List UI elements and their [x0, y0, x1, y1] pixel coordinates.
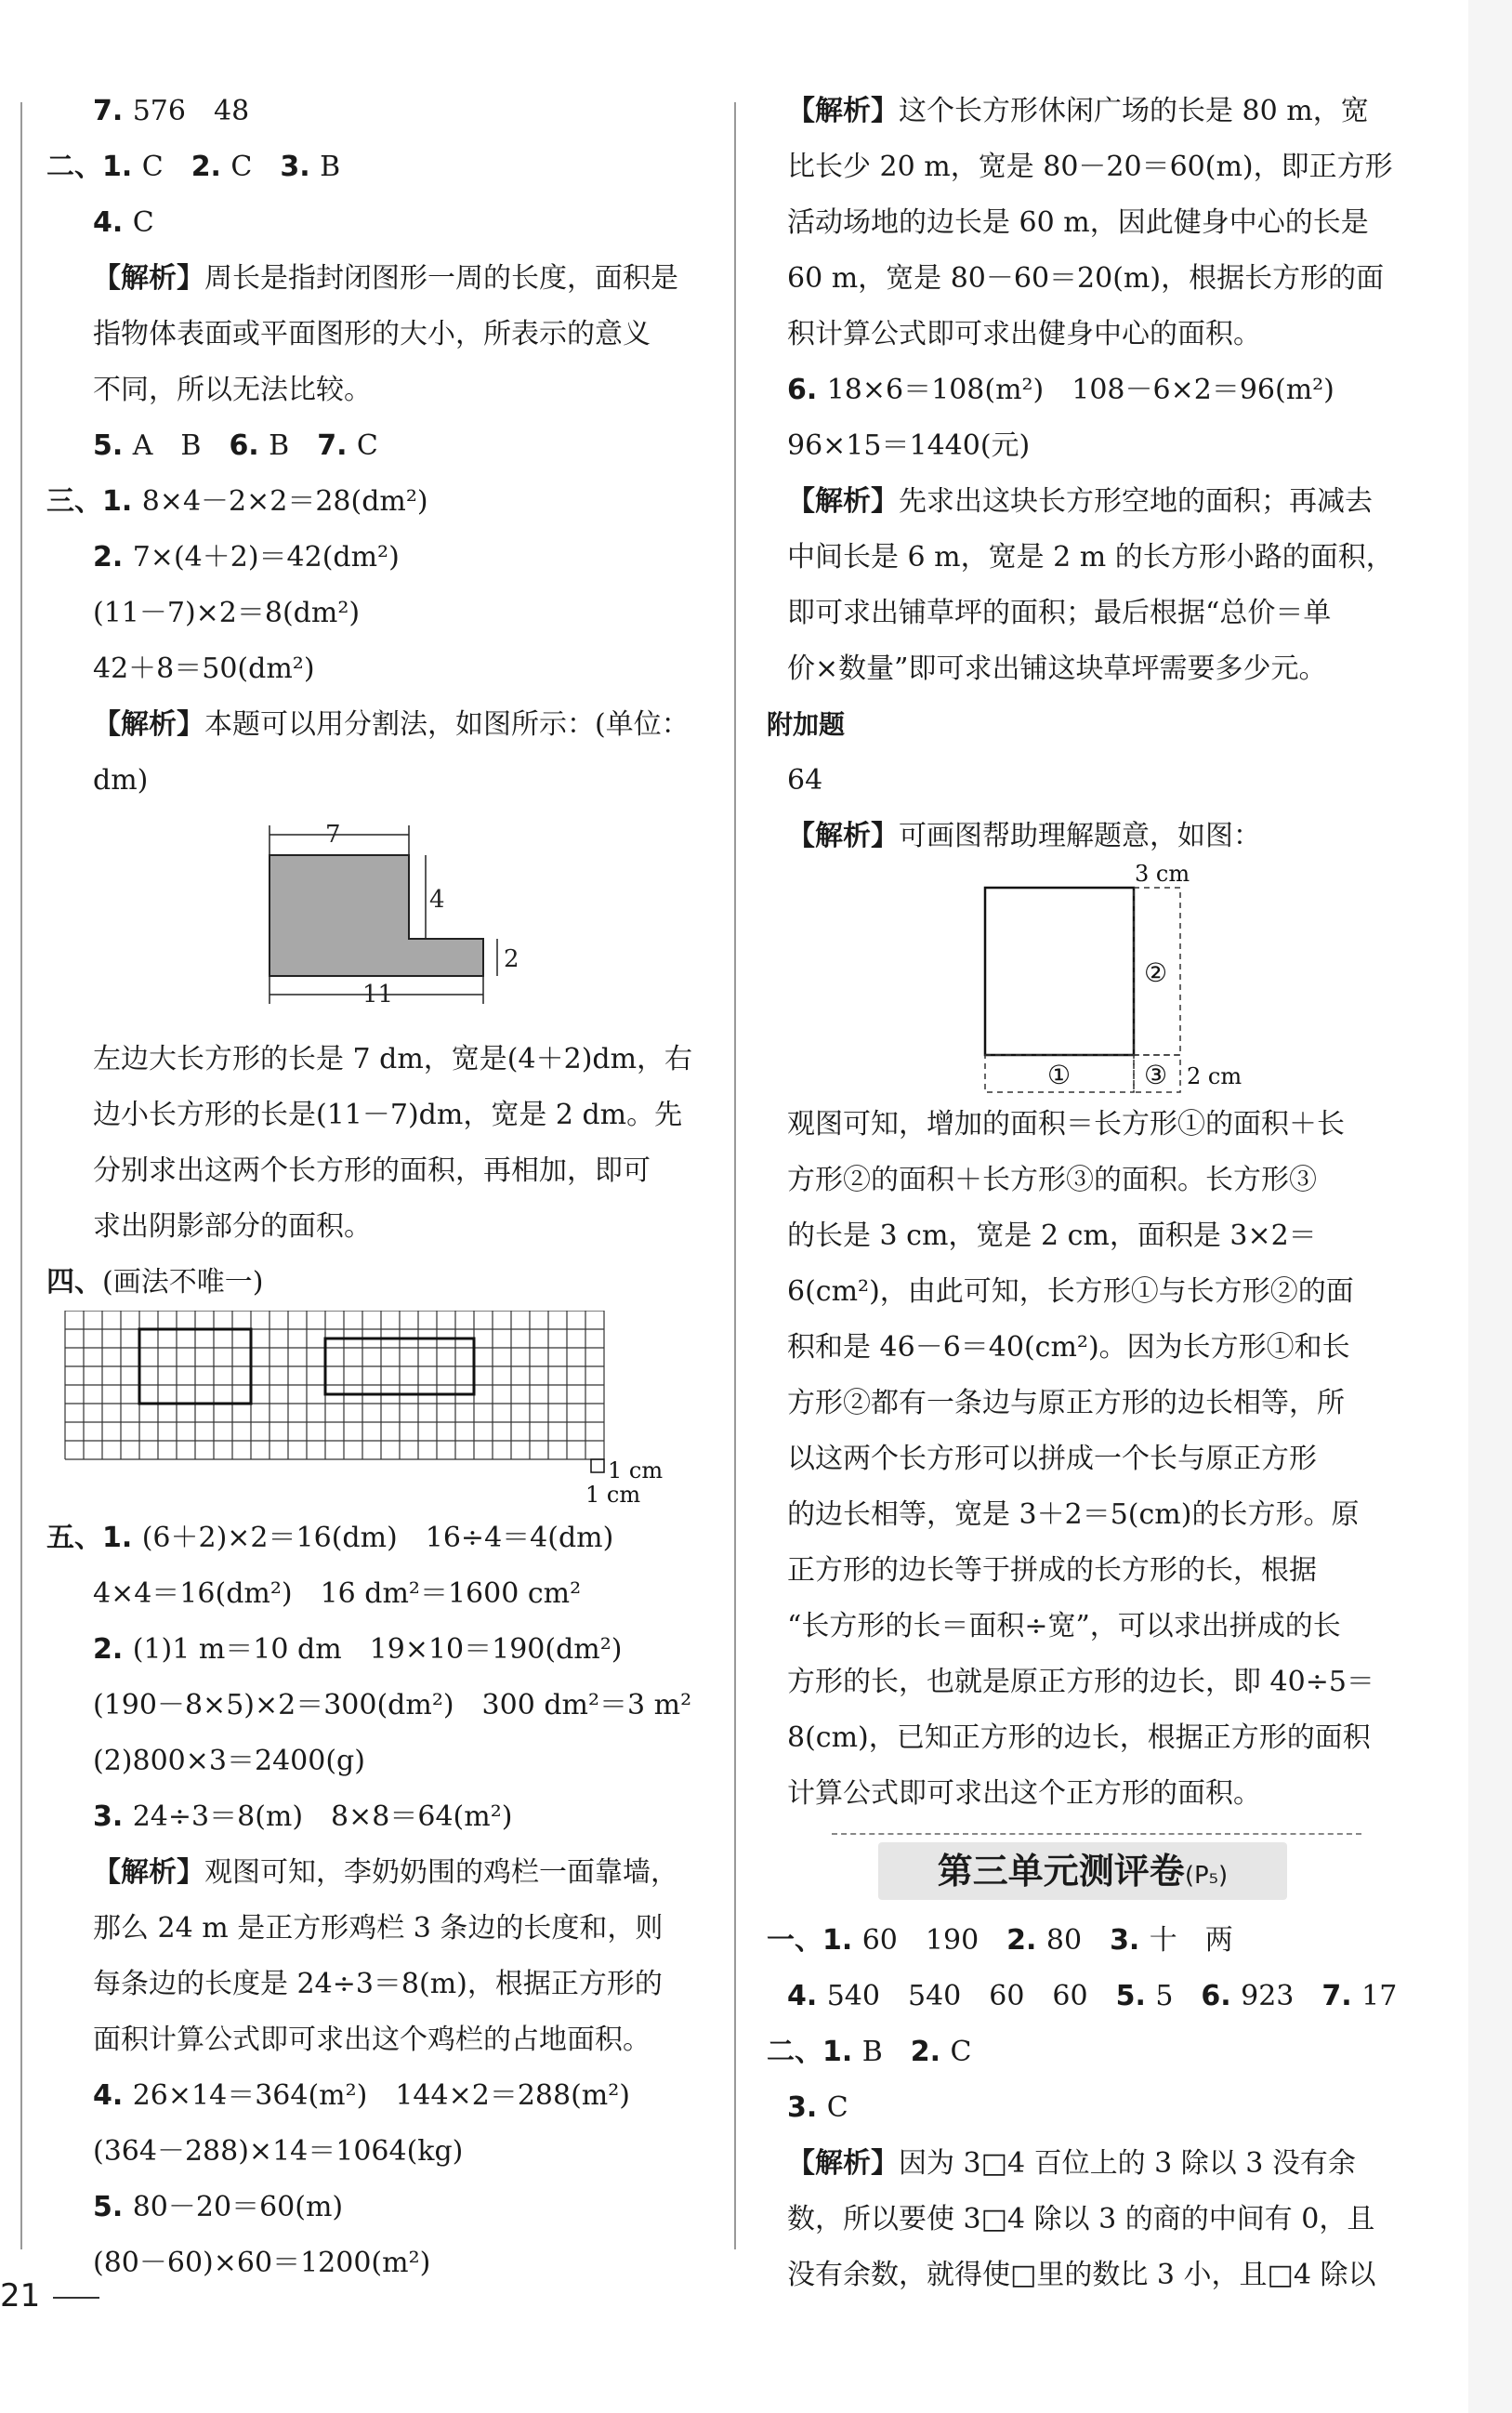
- text-line: [767, 1766, 1436, 1822]
- text-line: [46, 641, 716, 697]
- answer-text: (1)1 m＝10 dm 19×10＝190(dm²): [132, 1633, 623, 1666]
- text-line: [46, 2124, 716, 2180]
- answer-text: 活动场地的边长是 60 m，因此健身中心的长是: [787, 206, 1369, 239]
- text-line: [767, 1320, 1436, 1376]
- answer-text: (6＋2)×2＝16(dm) 16÷4＝4(dm): [141, 1522, 614, 1554]
- answer-text: (2)800×3＝2400(g): [93, 1745, 365, 1777]
- answer-text: 价×数量”即可求出铺这块草坪需要多少元。: [787, 653, 1327, 685]
- text-line: [767, 1655, 1436, 1710]
- text-line: [46, 2068, 716, 2124]
- answer-text: 这个长方形休闲广场的长是 80 m，宽: [899, 95, 1369, 127]
- answer-text: 576 48: [132, 95, 250, 127]
- item-number: 3.: [1110, 1924, 1150, 1957]
- text-line: [46, 84, 716, 139]
- text-line: [767, 1431, 1436, 1487]
- text-line: [46, 139, 716, 195]
- answer-text: 540 540 60 60: [826, 1980, 1116, 2012]
- text-line: [767, 1710, 1436, 1766]
- item-number: 3.: [93, 1800, 133, 1833]
- text-line: [46, 530, 716, 586]
- item-number: 6.: [229, 429, 270, 462]
- answer-text: 积计算公式即可求出健身中心的面积。: [787, 318, 1261, 350]
- text-line: [46, 474, 716, 530]
- answer-text: A B: [132, 429, 230, 462]
- answer-text: 的边长相等，宽是 3＋2＝5(cm)的长方形。原: [787, 1498, 1360, 1531]
- answer-text: 每条边的长度是 24÷3＝8(m)，根据正方形的: [93, 1968, 663, 2000]
- page-number: 21: [0, 2277, 99, 2314]
- text-line: [767, 2024, 1436, 2080]
- answer-text: 左边大长方形的长是 7 dm，宽是(4＋2)dm，右: [93, 1043, 693, 1075]
- banner-dashed-line: [832, 1833, 1361, 1835]
- dim-top: 7: [325, 821, 341, 849]
- text-line: [767, 586, 1436, 641]
- answer-text: C: [356, 429, 378, 462]
- text-line: [46, 1255, 716, 1311]
- answer-text: 方形的长，也就是原正方形的边长，即 40÷5＝: [787, 1666, 1374, 1698]
- left-margin-rule: [20, 102, 22, 2249]
- answer-text: C: [826, 2091, 848, 2124]
- left-column: [46, 84, 716, 2291]
- dim-right: 4: [429, 886, 445, 914]
- figure-grid: [46, 1311, 716, 1510]
- text-line: [767, 139, 1436, 195]
- answer-text: 指物体表面或平面图形的大小，所表示的意义: [93, 318, 651, 350]
- answer-text: 60 190: [861, 1924, 1007, 1957]
- answer-text: 26×14＝364(m²) 144×2＝288(m²): [132, 2079, 630, 2112]
- answer-text: 即可求出铺草坪的面积；最后根据“总价＝单: [787, 597, 1332, 629]
- answer-text: 17: [1361, 1980, 1398, 2012]
- text-line: [767, 1543, 1436, 1599]
- text-line: [767, 1153, 1436, 1208]
- column-divider: [734, 102, 736, 2249]
- text-line: [46, 1088, 716, 1143]
- item-number: 二、1.: [767, 2036, 862, 2068]
- item-number: 6.: [1201, 1980, 1242, 2012]
- text-line: [46, 697, 716, 753]
- answer-text: 以这两个长方形可以拼成一个长与原正方形: [787, 1443, 1317, 1475]
- answer-text: 64: [787, 764, 823, 797]
- left-block-3: [46, 1510, 716, 2291]
- grid-diagram: [46, 1311, 716, 1510]
- text-line: [46, 1678, 716, 1734]
- analysis-tag: 【解析】: [93, 1856, 204, 1889]
- item-number: 7.: [317, 429, 357, 462]
- text-line: [767, 2248, 1436, 2303]
- text-line: [767, 2080, 1436, 2136]
- item-number: 4.: [93, 206, 133, 239]
- answer-text: B: [861, 2036, 911, 2068]
- analysis-tag: 【解析】: [787, 485, 899, 518]
- answer-text: 7×(4＋2)＝42(dm²): [132, 541, 400, 574]
- item-number: 3.: [787, 2091, 827, 2124]
- item-number: 4.: [787, 1980, 827, 2012]
- dim-step: 2: [504, 945, 519, 973]
- text-line: [767, 1097, 1436, 1153]
- text-line: [46, 1032, 716, 1088]
- text-line: [46, 1789, 716, 1845]
- item-number: 6.: [787, 374, 827, 406]
- text-line: [46, 2180, 716, 2235]
- answer-text: 96×15＝1440(元): [787, 429, 1031, 462]
- text-line: [46, 1143, 716, 1199]
- answer-text: 没有余数，就得使□里的数比 3 小，且□4 除以: [787, 2259, 1376, 2291]
- item-number: 二、1.: [46, 151, 142, 183]
- item-number: 5.: [1115, 1980, 1156, 2012]
- answer-text: 4×4＝16(dm²) 16 dm²＝1600 cm²: [93, 1577, 582, 1610]
- answer-text: 方形②的面积＋长方形③的面积。长方形③: [787, 1164, 1317, 1196]
- answer-text: 24÷3＝8(m) 8×8＝64(m²): [132, 1800, 513, 1833]
- unit-label-horizontal: 1 cm: [585, 1482, 641, 1508]
- answer-text: 因为 3□4 百位上的 3 除以 3 没有余: [899, 2147, 1356, 2180]
- answer-text: 观图可知，增加的面积＝长方形①的面积＋长: [787, 1108, 1345, 1141]
- item-number: 5.: [93, 429, 133, 462]
- text-line: [767, 1208, 1436, 1264]
- item-number: 三、1.: [46, 485, 142, 518]
- figure-l-shape: [46, 809, 716, 1032]
- text-line: [767, 641, 1436, 697]
- left-block-2: [46, 1032, 716, 1311]
- item-number: 五、1.: [46, 1522, 142, 1554]
- label-rect-1: ①: [1047, 1060, 1072, 1090]
- answer-text: 本题可以用分割法，如图所示：(单位：: [204, 708, 690, 741]
- label-rect-2: ②: [1144, 957, 1168, 988]
- answer-text: 正方形的边长等于拼成的长方形的长，根据: [787, 1554, 1317, 1587]
- analysis-tag: 【解析】: [93, 708, 204, 741]
- unit-label-vertical: 1 cm: [608, 1457, 664, 1483]
- text-line: [767, 809, 1436, 864]
- item-number: 3.: [280, 151, 321, 183]
- answer-text: (画法不唯一): [102, 1266, 264, 1299]
- answer-text: 方形②都有一条边与原正方形的边长相等，所: [787, 1387, 1345, 1419]
- answer-text: 6(cm²)，由此可知，长方形①与长方形②的面: [787, 1275, 1354, 1308]
- answer-text: B: [269, 429, 318, 462]
- answer-text: 80: [1045, 1924, 1111, 1957]
- answer-text: 面积计算公式即可求出这个鸡栏的占地面积。: [93, 2024, 651, 2056]
- text-line: [767, 195, 1436, 251]
- text-line: [767, 363, 1436, 418]
- item-number: 2.: [191, 151, 231, 183]
- answer-text: “长方形的长＝面积÷宽”，可以求出拼成的长: [787, 1610, 1341, 1642]
- dim-bottom: 11: [362, 981, 394, 1009]
- text-line: [767, 307, 1436, 363]
- answer-text: 数，所以要使 3□4 除以 3 的商的中间有 0，且: [787, 2203, 1375, 2235]
- answer-text: 42＋8＝50(dm²): [93, 653, 315, 685]
- text-line: [767, 84, 1436, 139]
- answer-text: 计算公式即可求出这个正方形的面积。: [787, 1777, 1261, 1810]
- answer-text: 观图可知，李奶奶围的鸡栏一面靠墙，: [204, 1856, 678, 1889]
- text-line: [46, 1734, 716, 1789]
- answer-text: 中间长是 6 m，宽是 2 m 的长方形小路的面积，: [787, 541, 1394, 574]
- answer-text: 先求出这块长方形空地的面积；再减去: [899, 485, 1373, 518]
- right-column: [767, 84, 1436, 2303]
- text-line: [46, 195, 716, 251]
- text-line: [767, 1599, 1436, 1655]
- section-title: 第三单元测评卷(P₅): [878, 1842, 1287, 1900]
- answer-text: (11－7)×2＝8(dm²): [93, 597, 361, 629]
- text-line: [46, 2235, 716, 2291]
- answer-text: dm): [93, 764, 149, 797]
- answer-text: 那么 24 m 是正方形鸡栏 3 条边的长度和，则: [93, 1912, 664, 1945]
- text-line: [767, 251, 1436, 307]
- answer-text: 周长是指封闭图形一周的长度，面积是: [204, 262, 678, 295]
- item-number: 四、: [46, 1266, 102, 1299]
- text-line: [767, 1913, 1436, 1969]
- item-number: 7.: [93, 95, 133, 127]
- right-block-3: [767, 1913, 1436, 2303]
- answer-text: 分别求出这两个长方形的面积，再相加，即可: [93, 1154, 651, 1187]
- text-line: [767, 1487, 1436, 1543]
- figure-square: [767, 864, 1436, 1097]
- item-number: 4.: [93, 2079, 133, 2112]
- item-number: 2.: [1006, 1924, 1046, 1957]
- item-number: 一、1.: [767, 1924, 862, 1957]
- text-line: [767, 474, 1436, 530]
- square-diagram: [767, 864, 1436, 1097]
- left-block-1: [46, 84, 716, 809]
- text-line: [767, 697, 1436, 753]
- answer-text: 的长是 3 cm，宽是 2 cm，面积是 3×2＝: [787, 1220, 1317, 1252]
- answer-text: (364－288)×14＝1064(kg): [93, 2135, 464, 2168]
- text-line: [767, 1969, 1436, 2024]
- right-block-1: [767, 84, 1436, 864]
- text-line: [46, 1510, 716, 1566]
- answer-text: 积和是 46－6＝40(cm²)。因为长方形①和长: [787, 1331, 1350, 1364]
- analysis-tag: 【解析】: [787, 820, 899, 852]
- text-line: [767, 418, 1436, 474]
- unit-square: [591, 1459, 604, 1472]
- right-block-2: [767, 1097, 1436, 1822]
- text-line: [46, 251, 716, 307]
- text-line: [46, 1957, 716, 2012]
- answer-text: 边小长方形的长是(11－7)dm，宽是 2 dm。先: [93, 1099, 683, 1131]
- text-line: [46, 1845, 716, 1901]
- text-line: [767, 2136, 1436, 2192]
- answer-text: 8×4－2×2＝28(dm²): [141, 485, 428, 518]
- grid-lines: [65, 1311, 604, 1459]
- answer-text: B: [320, 151, 341, 183]
- text-line: [767, 753, 1436, 809]
- l-shape-diagram: [46, 809, 716, 1032]
- text-line: [46, 586, 716, 641]
- answer-text: C: [141, 151, 191, 183]
- answer-text: (80－60)×60＝1200(m²): [93, 2247, 431, 2279]
- answer-text: 比长少 20 m，宽是 80－20＝60(m)，即正方形: [787, 151, 1393, 183]
- answer-text: 80－20＝60(m): [132, 2191, 344, 2223]
- text-line: [767, 2192, 1436, 2248]
- text-line: [46, 363, 716, 418]
- answer-text: 不同，所以无法比较。: [93, 374, 372, 406]
- text-line: [767, 530, 1436, 586]
- text-line: [46, 1199, 716, 1255]
- analysis-tag: 【解析】: [787, 95, 899, 127]
- answer-text: 60 m，宽是 80－60＝20(m)，根据长方形的面: [787, 262, 1385, 295]
- answer-text: 923: [1241, 1980, 1322, 2012]
- text-line: [46, 2012, 716, 2068]
- label-2cm: 2 cm: [1187, 1063, 1242, 1089]
- original-square: [985, 888, 1134, 1055]
- answer-text: 求出阴影部分的面积。: [93, 1210, 372, 1243]
- text-line: [767, 1264, 1436, 1320]
- heading: 附加题: [767, 709, 846, 740]
- answer-text: 可画图帮助理解题意，如图：: [899, 820, 1261, 852]
- text-line: [46, 1901, 716, 1957]
- answer-text: C: [132, 206, 154, 239]
- text-line: [767, 1376, 1436, 1431]
- item-number: 2.: [910, 2036, 951, 2068]
- label-rect-3: ③: [1144, 1060, 1168, 1090]
- text-line: [46, 418, 716, 474]
- analysis-tag: 【解析】: [93, 262, 204, 295]
- item-number: 5.: [93, 2191, 133, 2223]
- item-number: 2.: [93, 1633, 133, 1666]
- answer-text: C: [950, 2036, 972, 2068]
- item-number: 7.: [1321, 1980, 1362, 2012]
- text-line: [46, 753, 716, 809]
- answer-text: 5: [1155, 1980, 1202, 2012]
- answer-text: C: [230, 151, 281, 183]
- shaded-l-shape: [270, 855, 483, 976]
- item-number: 2.: [93, 541, 133, 574]
- text-line: [46, 1622, 716, 1678]
- text-line: [46, 307, 716, 363]
- label-3cm: 3 cm: [1135, 864, 1190, 887]
- answer-text: 18×6＝108(m²) 108－6×2＝96(m²): [826, 374, 1335, 406]
- section-banner: [767, 1829, 1436, 1913]
- analysis-tag: 【解析】: [787, 2147, 899, 2180]
- answer-text: 8(cm)，已知正方形的边长，根据正方形的面积: [787, 1721, 1371, 1754]
- answer-text: 十 两: [1149, 1924, 1233, 1957]
- text-line: [46, 1566, 716, 1622]
- answer-text: (190－8×5)×2＝300(dm²) 300 dm²＝3 m²: [93, 1689, 692, 1721]
